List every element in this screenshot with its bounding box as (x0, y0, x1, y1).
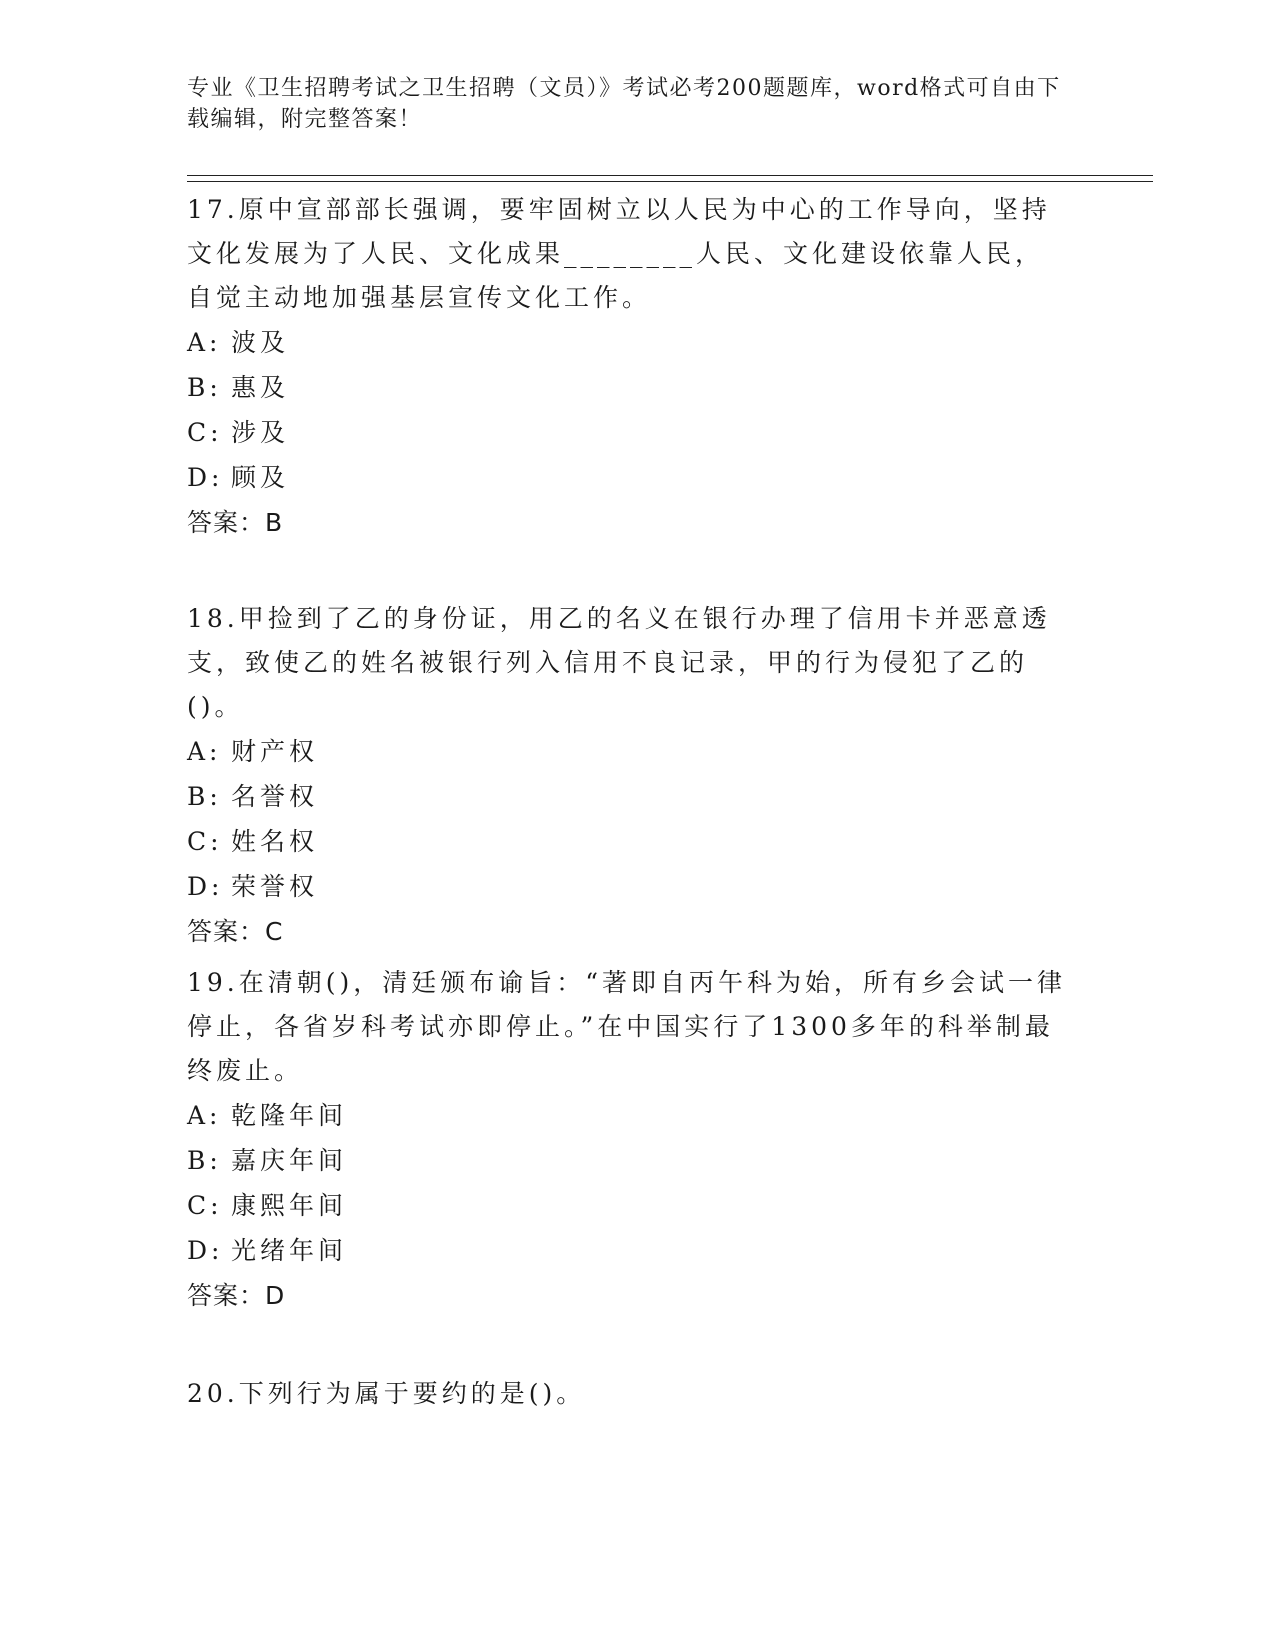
option-a (187, 729, 1067, 774)
option-text: 乾隆年间 (231, 1101, 348, 1130)
option-text: 惠及 (231, 373, 290, 402)
option-c (187, 1183, 1067, 1228)
option-letter: B: (187, 1146, 222, 1175)
option-text: 顾及 (231, 463, 290, 492)
question-stem: 20.下列行为属于要约的是()。 (187, 1379, 586, 1408)
option-text: 名誉权 (231, 782, 319, 811)
option-text: 嘉庆年间 (231, 1146, 348, 1175)
option-letter: D: (187, 1236, 224, 1265)
option-a (187, 1093, 1067, 1138)
option-b (187, 365, 1067, 410)
question-stem: 18.甲捡到了乙的身份证，用乙的名义在银行办理了信用卡并恶意透支，致使乙的姓名被银行列入信用不良记录，甲的行为侵犯了乙的()。 (187, 604, 1051, 721)
option-letter: B: (187, 373, 222, 402)
option-text: 财产权 (231, 737, 319, 766)
option-letter: B: (187, 782, 222, 811)
answer-label: 答案：D (187, 1281, 286, 1310)
option-letter: C: (187, 827, 223, 856)
option-letter: A: (187, 328, 222, 357)
option-a (187, 320, 1067, 365)
option-b (187, 774, 1067, 819)
document-header: 专业《卫生招聘考试之卫生招聘（文员）》考试必考200题题库，word格式可自由下载编辑，附完整答案！ (187, 76, 1061, 132)
option-text: 波及 (231, 328, 290, 357)
answer-label: 答案：C (187, 917, 284, 946)
question-20 (187, 1372, 1067, 1416)
option-letter: D: (187, 872, 224, 901)
option-d (187, 455, 1067, 500)
header-divider-bottom (187, 181, 1153, 182)
question-19 (187, 961, 1067, 1319)
header-divider-top (187, 175, 1153, 176)
option-text: 荣誉权 (231, 872, 319, 901)
option-b (187, 1138, 1067, 1183)
option-text: 康熙年间 (231, 1191, 348, 1220)
option-letter: A: (187, 737, 222, 766)
option-letter: D: (187, 463, 224, 492)
question-stem: 17.原中宣部部长强调，要牢固树立以人民为中心的工作导向，坚持文化发展为了人民、文化成果________人民、文化建设依靠人民，自觉主动地加强基层宣传文化工作。 (187, 195, 1051, 312)
option-c (187, 819, 1067, 864)
option-d (187, 1228, 1067, 1273)
question-18 (187, 597, 1067, 955)
question-17 (187, 188, 1067, 546)
option-d (187, 864, 1067, 909)
question-stem: 19.在清朝()，清廷颁布谕旨：“著即自丙午科为始，所有乡会试一律停止，各省岁科考试亦即停止。”在中国实行了1300多年的科举制最终废止。 (187, 968, 1067, 1085)
answer-label: 答案：B (187, 508, 284, 537)
option-text: 光绪年间 (231, 1236, 348, 1265)
option-c (187, 410, 1067, 455)
option-letter: C: (187, 1191, 223, 1220)
option-text: 姓名权 (231, 827, 319, 856)
option-text: 涉及 (231, 418, 290, 447)
option-letter: A: (187, 1101, 222, 1130)
option-letter: C: (187, 418, 223, 447)
